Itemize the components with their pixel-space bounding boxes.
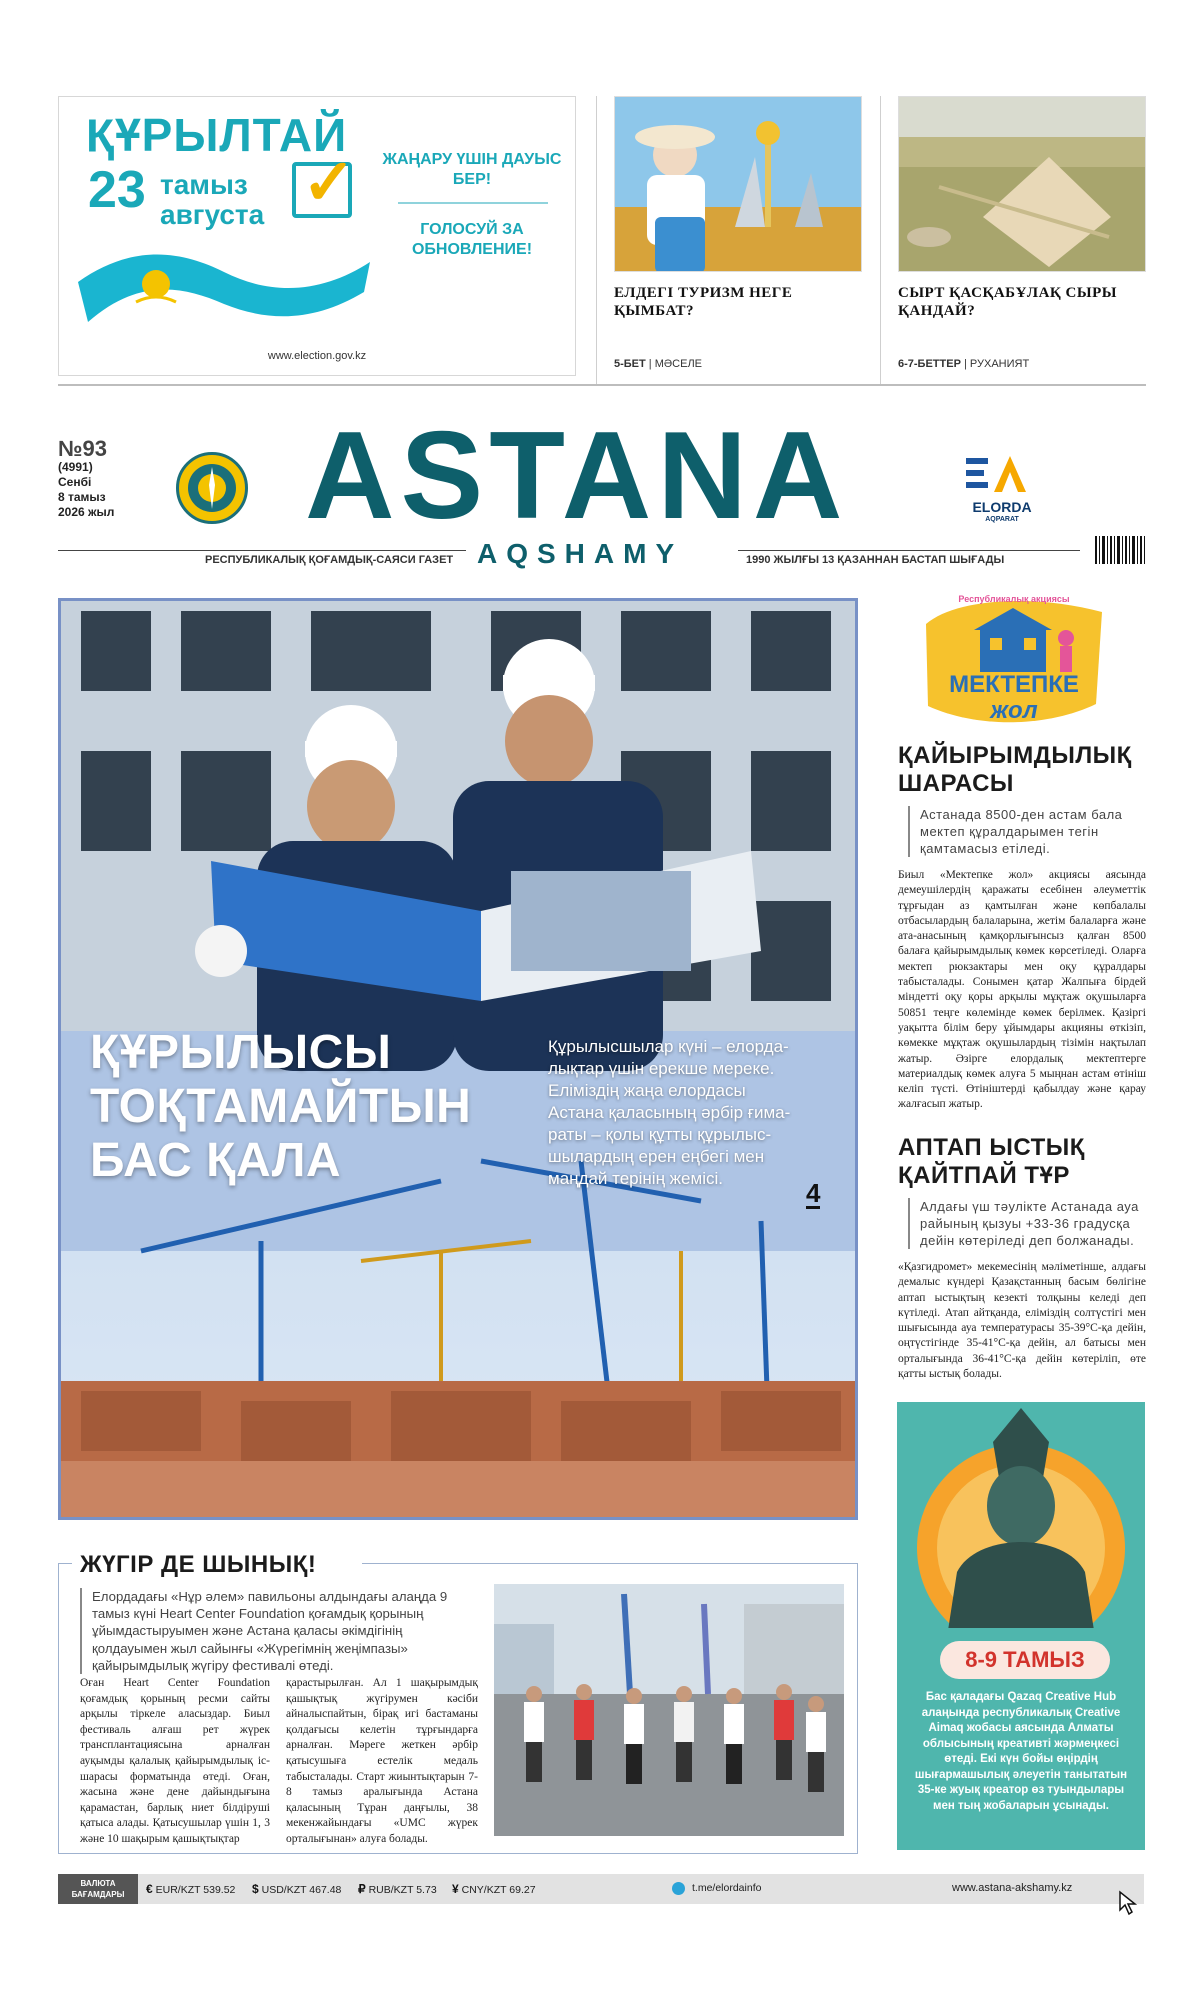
charity-headline[interactable] [898,742,1148,798]
emblem-drawing [179,455,245,521]
election-ad-month-ru: августа [160,199,265,230]
column-divider [880,96,881,384]
election-slogan-ru: ГОЛОСУЙ ЗА ОБНОВЛЕНИЕ! [411,221,533,258]
telegram-icon[interactable] [672,1882,685,1895]
ruble-icon: ₽ [358,1882,366,1896]
dollar-icon: $ [252,1882,259,1896]
issue-date: 8 тамыз [58,490,106,504]
art-ad-text: Бас қаладағы Qazaq Creative Hub алаңында республикалық Creative Aimaq жобасы аясында Алматы облысының креативті жәрмеңкесі өтеді. Екі күн бойы өңірдің шығармашылық әлеуетін танытатын 35-ке жуық креатор өз туындылары мен тың жобаларын ұсынады. [914,1691,1128,1812]
rate-pair: USD/KZT [261,1884,307,1896]
election-ad-month-kz: тамыз [160,169,248,200]
main-headline-line: БАС ҚАЛА [90,1134,342,1187]
newspaper-logo[interactable]: ASTANA [305,407,849,545]
main-headline-line: ҚҰРЫЛЫСЫ [90,1026,392,1079]
mektepke-jol-arc-text: Республикалық акциясы [958,594,1070,604]
heat-headline[interactable] [898,1134,1148,1190]
running-col-1: Оған Heart Center Foundation қоғамдық қорының ресми сайты арқылы тіркеле аласыздар. Биыл фестиваль алғаш рет жүрек трансплантациясына арналған ауқымды қалалық қайырымдылық іс-шарасы форматында өтеді. Оған, жасына және дене дайындығына қарамастан, барлық ниет білдіруші қатыса алады. Қатысушылар үшін 1, 3 және 10 шақырым қашықтықтар [80,1677,270,1845]
tagline-right: 1990 ЖЫЛҒЫ 13 ҚАЗАННАН БАСТАП ШЫҒАДЫ [746,554,1005,566]
teaser-meta: 6-7-БЕТТЕР | РУХАНИЯТ [898,358,1030,370]
main-headline-line: ТОҚТАМАЙТЫН [90,1080,472,1133]
running-photo[interactable] [494,1584,844,1836]
main-lead-line: раты – қолы құтты құрылыс- [548,1125,772,1144]
teaser-title[interactable]: СЫРТ ҚАСҚАБҰЛАҚ СЫРЫ ҚАНДАЙ? [898,285,1118,319]
elorda-logo-sub: AQPARAT [985,516,1019,523]
tourism-illustration [615,97,862,272]
elorda-logo-icon [966,452,1038,498]
teaser-page: 5-БЕТ [614,358,646,370]
barcode-icon [1094,536,1146,568]
currency-label [58,1874,138,1904]
main-lead-line: шылардың ерен еңбегі мен [548,1147,765,1166]
slogan-divider [398,202,548,204]
art-ad-date: 8-9 ТАМЫЗ [965,1647,1085,1672]
kazakh-flag-ribbon-icon [74,222,374,342]
cursor-icon [1118,1890,1140,1916]
main-page-ref[interactable]: 4 [806,1178,821,1208]
tourism-photo[interactable] [614,96,862,272]
charity-lead: Астанада 8500-ден астам бала мектеп құралдарымен тегін қамтамасыз етіледі. [908,806,1146,857]
elorda-logo-text: ELORDA [972,499,1032,515]
astana-emblem-icon [176,452,248,524]
rate-value: 467.48 [309,1884,342,1896]
running-lead: Елордадағы «Нұр әлем» павильоны алдындағы алаңда 9 тамыз күні Heart Center Foundation қоғамдық қорының ұйымдастыруымен және Астана қаласы әкімдігінің қолдауымен жыл сайынғы «Жүрегімнің жеңімпазы» қайырымдылық жүгіру фестивалі өтеді. [80,1588,480,1674]
rate-usd [252,1882,341,1896]
teaser-page: 6-7-БЕТТЕР [898,358,961,370]
teaser-section: МӘСЕЛЕ [654,358,703,370]
heat-body: «Қазгидромет» мекемесінің мәліметінше, алдағы демалыс күндері Қазақстанның басым бөлігіне аптап ыстықтың кезекті толқыны келеді деп күтіледі. Атап айтқанда, еліміздің солтүстігі мен шығысында ауа температурасы 35-39°С-қа дейін, оңтүстігінде 35-41°С-қа дейін, ал батысы мен орталығында 36-41°С-қа дейін көтеріліп, өте қатты ыстық болады. [898,1261,1146,1381]
issue-details [58,460,114,520]
main-headline[interactable] [90,1026,471,1188]
election-slogan-kz: ЖАҢАРУ ҮШІН ДАУЫС БЕР! [382,151,562,188]
rate-eur [146,1882,235,1896]
website-link[interactable]: www.astana-akshamy.kz [952,1882,1073,1894]
main-lead [548,1036,838,1190]
euro-icon: € [146,1882,153,1896]
rate-pair: RUB/KZT [368,1884,414,1896]
rate-pair: CNY/KZT [461,1884,507,1896]
issue-weekday: Сенбі [58,475,92,489]
election-ad-date-number: 23 [88,161,146,219]
teaser-title[interactable]: ЕЛДЕГІ ТУРИЗМ НЕГЕ ҚЫМБАТ? [614,285,793,319]
newspaper-logo-sub: AQSHAMY [477,538,684,569]
election-ad-title: ҚҰРЫЛТАЙ [86,109,348,161]
issue-number: №93 [58,436,107,461]
mektepke-jol-line2: жол [990,697,1038,724]
yuan-icon: ¥ [452,1882,459,1896]
charity-body: Биыл «Мектепке жол» акциясы аясында демеушілердің қаражаты есебінен әлеуметтік тұрғыдан аз қамтылған және көпбалалы отбасылардың балаларына, жетім балаларға және ата-анасының қамқорлығынсыз қалған 8500 балаға қайырымдылық көмек көрсетіледі. Оларға мектеп рюкзактары мен оқу құралдары табысталады. Сонымен қатар Жалпыға бірдей міндетті оқу қоры арқылы мұқтаж оқушыларға 50851 теңге көлемінде көмек берілмек. Қазіргі уақытта білім беру ұйымдары акцияны өткізіп, көмекке мұқтаж оқушылардың тізімін нақтылап жатыр. Әзірге елордалық мектептерге материалдық көмек алуға 5 мыңнан астам өтініш келіп түсті. Өтініштерді қабылдау және қарау жалғасып жатыр. [898,869,1146,1111]
runners-illustration [494,1584,844,1836]
running-col-2: қарастырылған. Ал 1 шақырымдық қашықтық жүгірумен кәсіби айналыспайтын, бірақ игі бастаманы қолдағысы келетін тұрғындарға арналған. Мәреге жеткен әрбір қатысушыға естелік медаль табысталады. Старт жиынтықтарын 7-8 тамыз аралығында Астана қаласының Тұран даңғылы, 38 мекенжайындағы «UMC жүрек орталығынан» алуға болады. [286,1677,478,1845]
election-ad-date-months [160,170,264,230]
charity-headline-line: ҚАЙЫРЫМДЫЛЫҚ [898,742,1132,769]
teaser-section: РУХАНИЯТ [969,358,1030,370]
telegram-link[interactable]: t.me/elordainfo [692,1882,762,1894]
teaser-meta: 5-БЕТ | МӘСЕЛЕ [614,358,703,370]
rate-value: 5.73 [416,1884,437,1896]
heat-headline-line: АПТАП ЫСТЫҚ [898,1134,1085,1161]
issue-year: 2026 жыл [58,505,115,519]
top-divider [58,384,1146,386]
currency-label-line: БАҒАМДАРЫ [71,1890,125,1899]
main-lead-line: лықтар үшін ерекше мереке. [548,1059,775,1078]
checkmark-icon: ✓ [302,146,356,218]
running-headline[interactable]: ЖҮГІР ДЕ ШЫНЫҚ! [80,1551,317,1578]
main-lead-line: маңдай терінің жемісі. [548,1169,723,1188]
steppe-photo[interactable] [898,96,1146,272]
main-lead-line: Құрылысшылар күні – елорда- [548,1037,789,1056]
rate-cny [452,1882,536,1896]
masthead-rule [738,550,1080,551]
tagline-left: РЕСПУБЛИКАЛЫҚ ҚОҒАМДЫҚ-САЯСИ ГАЗЕТ [205,554,454,566]
masthead-rule [58,550,466,551]
main-lead-line: Астана қаласының әрбір ғимa- [548,1103,791,1122]
issue-total: (4991) [58,460,93,474]
heat-lead: Алдағы үш тәулікте Астанада ауа райының қызуы +33-36 градусқа дейін көтеріледі деп болжанады. [908,1198,1146,1249]
charity-headline-line: ШАРАСЫ [898,770,1014,797]
heat-headline-line: ҚАЙТПАЙ ТҰР [898,1162,1070,1189]
currency-label-line: ВАЛЮТА [80,1879,116,1888]
column-divider [596,96,597,384]
mektepke-jol-line1: МЕКТЕПКЕ [949,671,1079,698]
steppe-illustration [899,97,1146,272]
rate-pair: EUR/KZT [155,1884,201,1896]
election-url[interactable]: www.election.gov.kz [267,350,367,362]
rate-rub [358,1882,437,1896]
rate-value: 69.27 [509,1884,536,1896]
main-lead-line: Еліміздің жаңа елордасы [548,1081,746,1100]
rate-value: 539.52 [203,1884,236,1896]
